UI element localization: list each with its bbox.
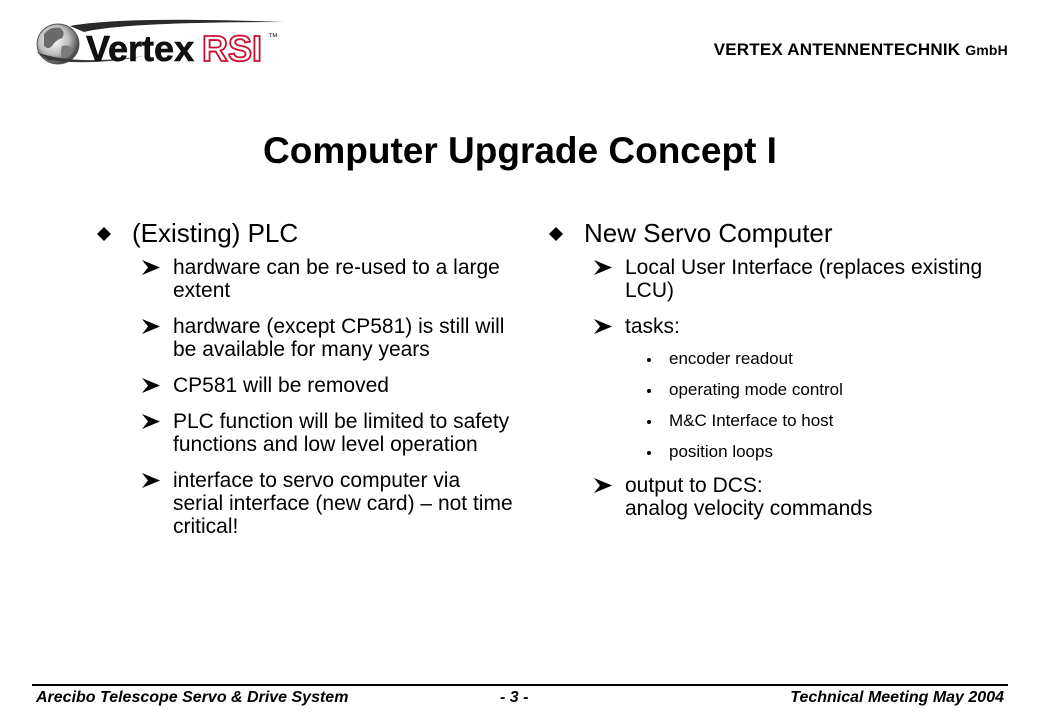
right-item-2 (546, 315, 1006, 338)
arrow-right-icon (142, 414, 160, 429)
logo-graphic (34, 16, 294, 72)
diamond-icon (97, 227, 111, 241)
logo-trademark: ™ (268, 32, 278, 43)
task-item-text: M&C Interface to host (669, 411, 834, 430)
right-heading-text: New Servo Computer (584, 218, 833, 248)
arrow-right-icon (142, 378, 160, 393)
arrow-right-icon (594, 260, 612, 275)
task-item (546, 442, 1006, 462)
dot-icon (647, 389, 651, 393)
left-item-text: CP581 will be removed (173, 374, 389, 397)
arrow-right-icon (594, 319, 612, 334)
left-item-5 (94, 469, 513, 538)
arrow-right-icon (142, 319, 160, 334)
tasks-sublist (546, 349, 1006, 462)
task-item (546, 380, 1006, 400)
right-heading (546, 218, 1006, 248)
right-item-1 (546, 256, 1006, 302)
right-item-text: Local User Interface (replaces existing LCU) (625, 256, 983, 302)
company-name (714, 40, 1008, 60)
dot-icon (647, 451, 651, 455)
task-item-text: position loops (669, 442, 773, 461)
right-item-text: tasks: (625, 315, 680, 338)
footer-right-text: Technical Meeting May 2004 (790, 689, 1004, 706)
left-item-1 (94, 256, 513, 302)
page-title: Computer Upgrade Concept I (263, 130, 777, 171)
left-item-3 (94, 374, 513, 397)
arrow-right-icon (142, 260, 160, 275)
logo-text-vertex: Vertex (86, 28, 195, 69)
arrow-right-icon (142, 473, 160, 488)
footer-divider (32, 684, 1008, 686)
left-heading (94, 218, 534, 248)
left-item-text: PLC function will be limited to safety functions and low level operation (173, 410, 510, 456)
vertex-rsi-logo (34, 16, 294, 72)
dot-icon (647, 358, 651, 362)
left-item-text: hardware can be re-used to a large extent (173, 256, 500, 302)
right-column (546, 218, 1006, 533)
company-name-text: VERTEX ANTENNENTECHNIK (713, 40, 961, 59)
left-item-4 (94, 410, 513, 456)
company-suffix: GmbH (965, 42, 1008, 58)
arrow-right-icon (594, 478, 612, 493)
task-item-text: operating mode control (669, 380, 843, 399)
task-item (546, 411, 1006, 431)
dot-icon (647, 420, 651, 424)
task-item (546, 349, 1006, 369)
left-item-text: hardware (except CP581) is still will be available for many years (173, 315, 505, 361)
right-item-text-line2: analog velocity commands (625, 497, 873, 520)
footer-left-text: Arecibo Telescope Servo & Drive System (36, 689, 349, 706)
left-heading-text: (Existing) PLC (132, 218, 299, 248)
left-item-text: interface to servo computer via serial interface (new card) – not time critical! (173, 469, 513, 538)
right-item-3 (546, 474, 1006, 520)
diamond-icon (549, 227, 563, 241)
logo-text-rsi: RSI (202, 28, 263, 69)
right-item-text-line1: output to DCS: (625, 474, 763, 497)
left-column (94, 218, 534, 551)
left-item-2 (94, 315, 513, 361)
task-item-text: encoder readout (669, 349, 793, 368)
page-number: - 3 - (500, 689, 529, 706)
